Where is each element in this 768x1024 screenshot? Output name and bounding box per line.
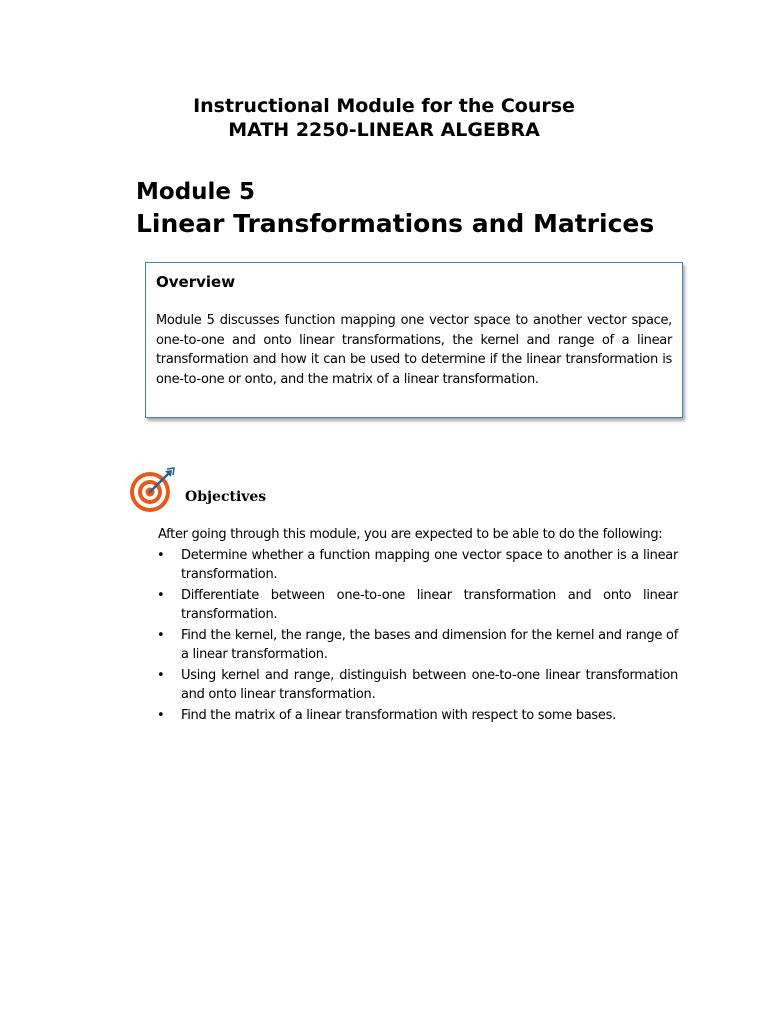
page-header bbox=[0, 94, 768, 142]
bullet-icon: • bbox=[157, 547, 165, 563]
overview-text: Module 5 discusses function mapping one vector space to another vector space, one-to-one and onto linear transformations, the kernel and range of a linear transformation and how it can be used to determine if the linear transformation is one-to-one or onto, and the matrix of a linear transformation. bbox=[156, 313, 672, 387]
objectives-intro: After going through this module, you are expected to be able to do the following: bbox=[158, 527, 663, 542]
overview-box bbox=[145, 262, 683, 418]
objective-text: Find the matrix of a linear transformation with respect to some bases. bbox=[181, 707, 616, 723]
objective-text: Differentiate between one-to-one linear transformation and onto linear transformation. bbox=[181, 587, 678, 622]
objectives-header bbox=[128, 465, 266, 515]
course-code-title: MATH 2250-LINEAR ALGEBRA bbox=[228, 119, 540, 141]
objectives-heading: Objectives bbox=[185, 489, 267, 505]
objective-item bbox=[136, 546, 678, 585]
objectives-section bbox=[136, 525, 678, 726]
bullet-icon: • bbox=[157, 707, 165, 723]
bullet-icon: • bbox=[157, 587, 165, 603]
target-icon bbox=[128, 466, 176, 514]
course-module-label: Instructional Module for the Course bbox=[193, 95, 575, 117]
module-title: Linear Transformations and Matrices bbox=[136, 209, 655, 238]
bullet-icon: • bbox=[157, 667, 165, 683]
objective-text: Determine whether a function mapping one vector space to another is a linear transformation. bbox=[181, 547, 678, 582]
objective-item bbox=[136, 586, 678, 625]
objective-item bbox=[136, 666, 678, 705]
objective-item bbox=[136, 626, 678, 665]
objectives-list bbox=[136, 546, 678, 726]
objective-text: Find the kernel, the range, the bases and dimension for the kernel and range of a linear transformation. bbox=[181, 627, 678, 662]
overview-heading: Overview bbox=[156, 273, 236, 291]
module-number: Module 5 bbox=[136, 179, 256, 205]
objective-item bbox=[136, 706, 678, 726]
bullet-icon: • bbox=[157, 627, 165, 643]
objective-text: Using kernel and range, distinguish between one-to-one linear transformation and onto linear transformation. bbox=[181, 667, 678, 702]
